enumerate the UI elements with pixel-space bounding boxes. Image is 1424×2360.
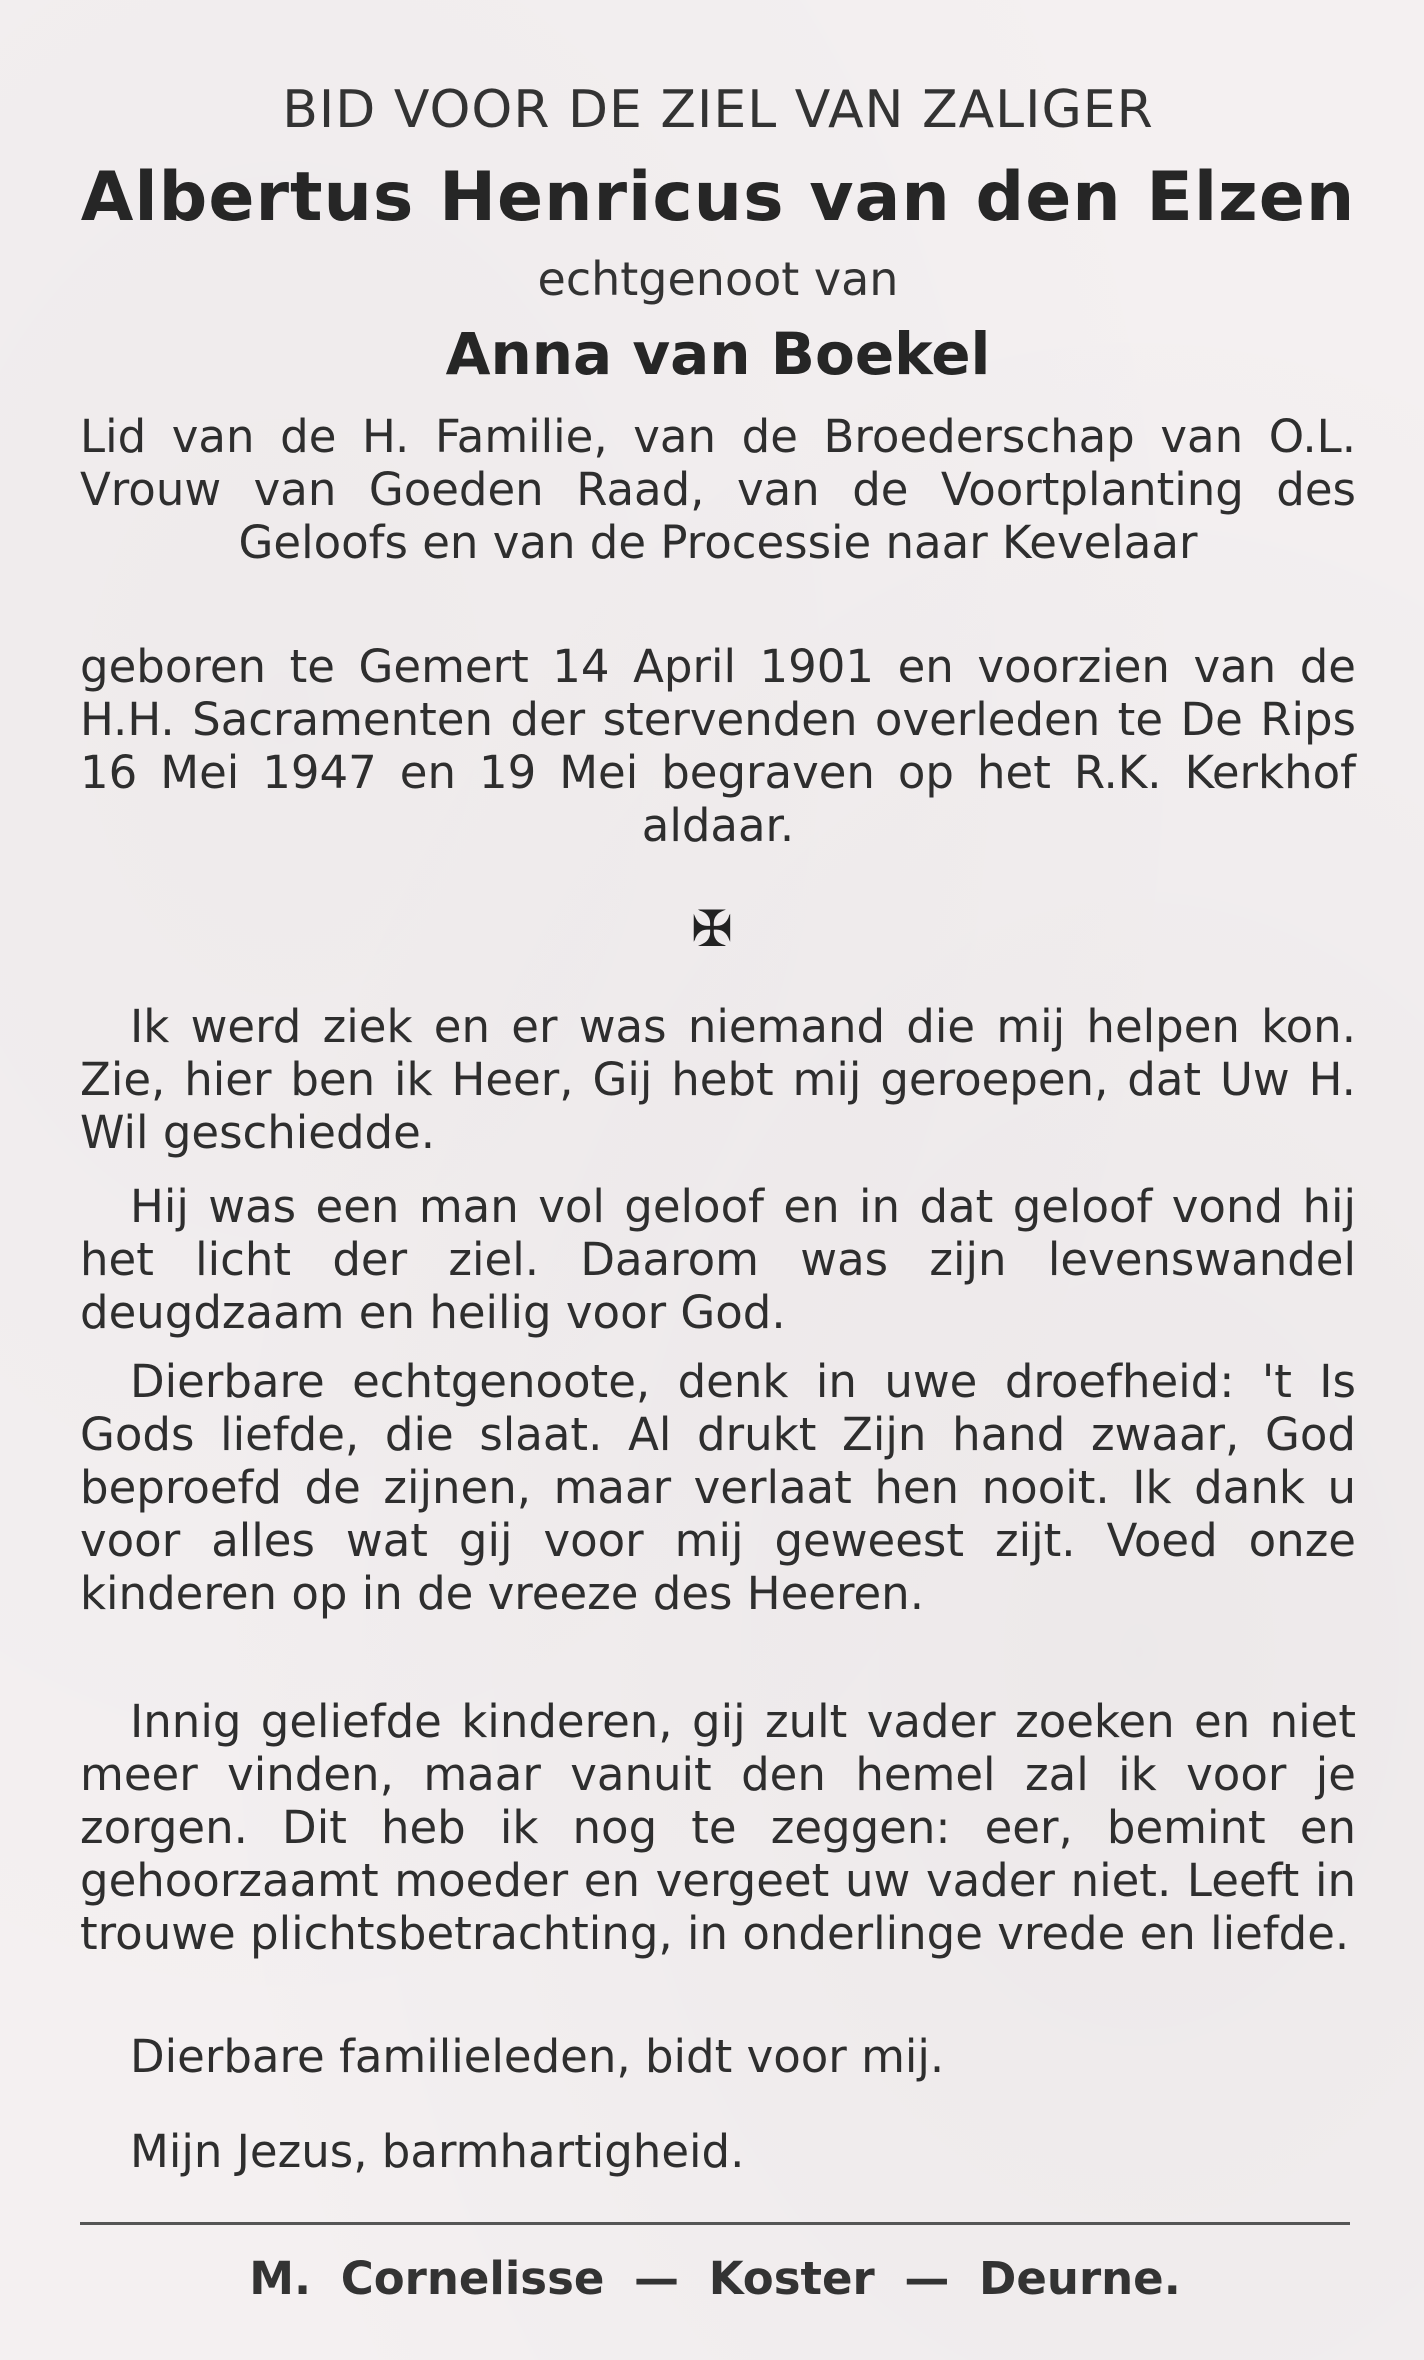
footer-divider [80, 2222, 1350, 2225]
relation-text: echtgenoot van [537, 252, 899, 306]
verse-paragraph: Innig geliefde kinderen, gij zult vader zoeken en niet meer vinden, maar vanuit den hemel zal ik voor je zorgen. Dit heb ik nog te zeggen: eer, bemint en gehoorzaamt moeder en vergeet uw vader niet. Leeft in trouwe plichtsbetrachting, in onderlinge vrede en liefde. [80, 1695, 1356, 1960]
deceased-name: Albertus Henricus van den Elzen [80, 158, 1356, 237]
verse-paragraph: Hij was een man vol geloof en in dat geloof vond hij het licht der ziel. Daarom was zijn levenswandel deugdzaam en heilig voor God. [80, 1180, 1356, 1339]
spouse-name: Anna van Boekel [445, 320, 991, 388]
printer-credit: M. Cornelisse — Koster — Deurne. [249, 2252, 1181, 2305]
verse-paragraph: Dierbare echtgenoote, denk in uwe droefheid: 't Is Gods liefde, die slaat. Al drukt Zijn hand zwaar, God beproefd de zijnen, maar verlaat hen nooit. Ik dank u voor alles wat gij voor mij geweest zijt. Voed onze kinderen op in de vreeze des Heeren. [80, 1355, 1356, 1620]
life-dates-paragraph: geboren te Gemert 14 April 1901 en voorzien van de H.H. Sacramenten der stervenden overleden te De Rips 16 Mei 1947 en 19 Mei begraven op het R.K. Kerkhof aldaar. [80, 640, 1356, 852]
membership-paragraph: Lid van de H. Familie, van de Broederschap van O.L. Vrouw van Goeden Raad, van de Voortplanting des Geloofs en van de Processie naar Kevelaar [80, 410, 1356, 569]
cross-icon: ✠ [691, 900, 733, 958]
verse-paragraph: Dierbare familieleden, bidt voor mij. [130, 2030, 945, 2083]
verse-paragraph: Mijn Jezus, barmhartigheid. [130, 2125, 745, 2178]
card-heading: BID VOOR DE ZIEL VAN ZALIGER [282, 80, 1154, 140]
verse-paragraph: Ik werd ziek en er was niemand die mij helpen kon. Zie, hier ben ik Heer, Gij hebt mij geroepen, dat Uw H. Wil geschiedde. [80, 1000, 1356, 1159]
